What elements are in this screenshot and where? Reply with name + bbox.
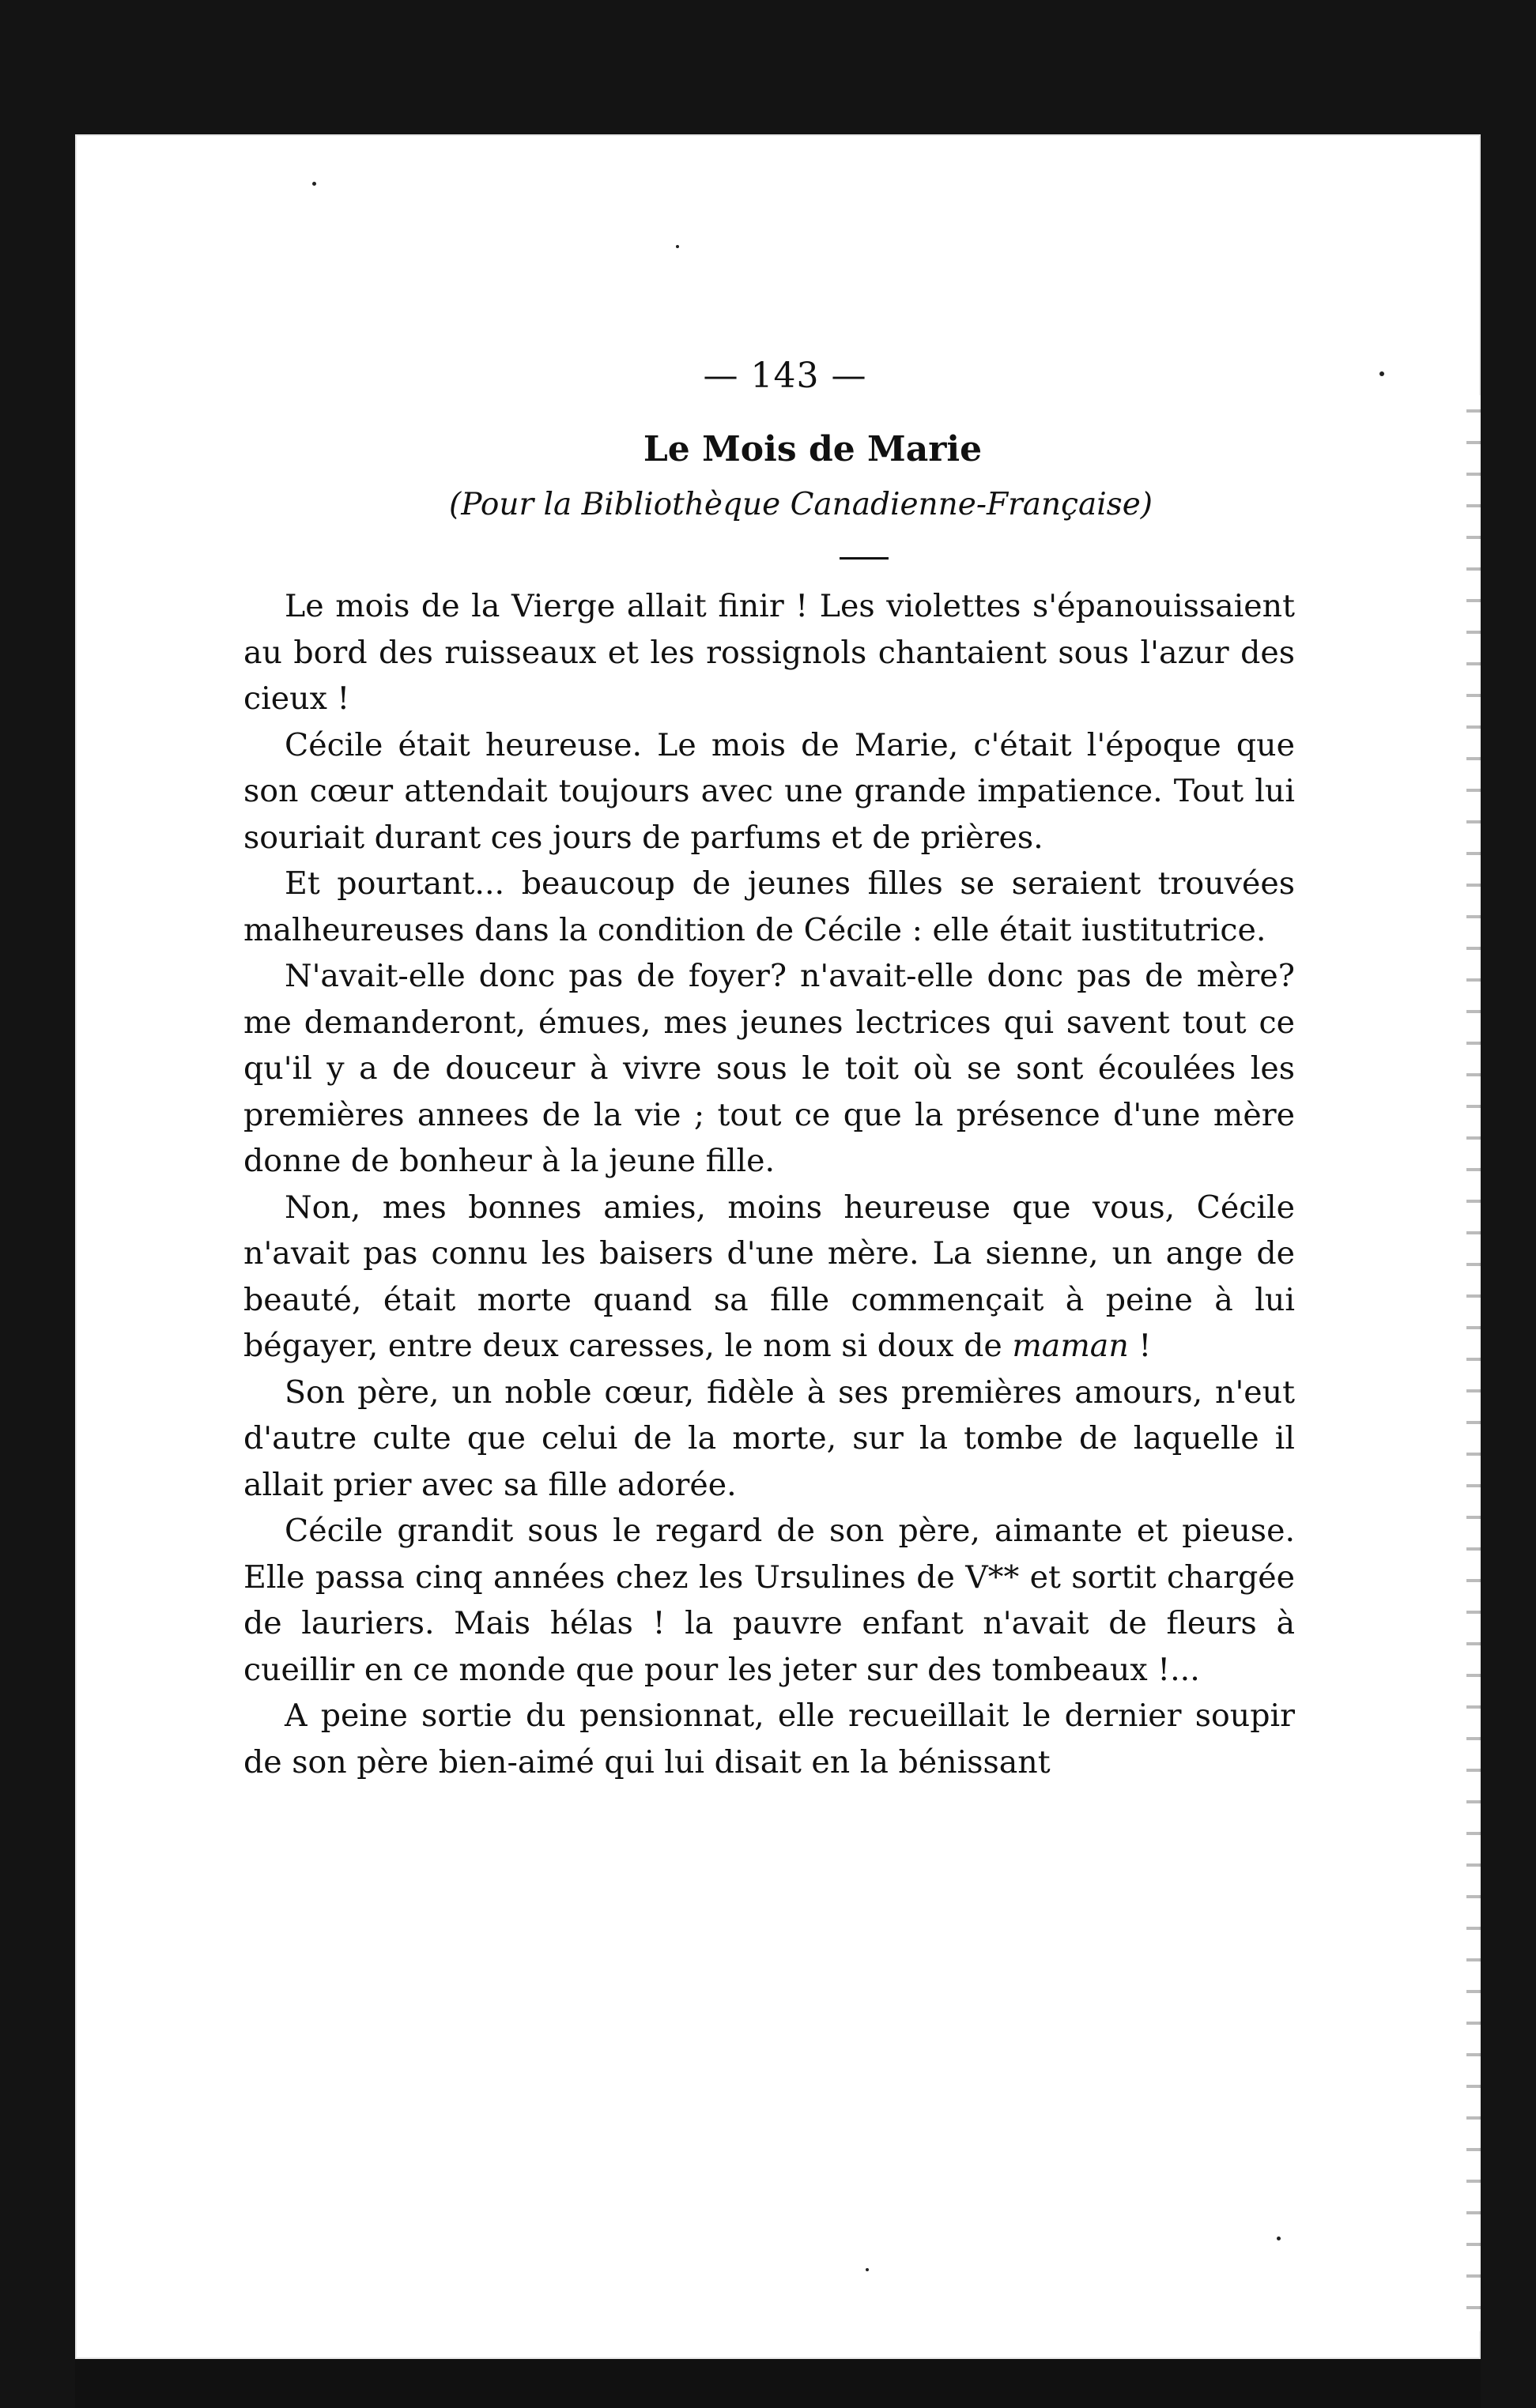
ink-speck — [312, 182, 316, 186]
article-subtitle: (Pour la Bibliothèque Canadienne-Française) — [448, 487, 1153, 522]
paragraph-5-ending: ! — [1128, 1328, 1152, 1364]
ink-speck — [866, 2268, 869, 2271]
paragraph-4: N'avait-elle donc pas de foyer? n'avait-elle donc pas de mère? me demanderont, émues, mes jeunes lectrices qui savent tout ce qu'il y a de douceur à vivre sous le toit où se sont écoulées les premières annees de la vie ; tout ce que la présence d'une mère donne de bonheur à la jeune fille. — [243, 958, 1295, 1179]
title-divider — [840, 557, 889, 560]
scan-bottom-border — [75, 2359, 1481, 2408]
paragraph-6: Son père, un noble cœur, fidèle à ses premières amours, n'eut d'autre culte que celui de la morte, sur la tombe de laquelle il allait prier avec sa fille adorée. — [243, 1374, 1295, 1503]
paragraph-1: Le mois de la Vierge allait finir ! Les violettes s'épanouissaient au bord des ruisseaux et les rossignols chantaient sous l'azur des cieux ! — [243, 588, 1295, 717]
paragraph-5 — [243, 1185, 1295, 1370]
ink-speck — [1379, 371, 1384, 376]
paragraph-7: Cécile grandit sous le regard de son père, aimante et pieuse. Elle passa cinq années chez les Ursulines de V** et sortit chargée de lauriers. Mais hélas ! la pauvre enfant n'avait de fleurs à cueillir en ce monde que pour les jeter sur des tombeaux !... — [243, 1513, 1295, 1688]
paragraph-8: A peine sortie du pensionnat, elle recueillait le dernier soupir de son père bien-aimé qui lui disait en la bénissant — [243, 1698, 1295, 1781]
page-edge-texture — [1466, 395, 1481, 2331]
page-text-block — [243, 356, 1295, 1785]
paragraph-5-text: Non, mes bonnes amies, moins heureuse que vous, Cécile n'avait pas connu les baisers d'une mère. La sienne, un ange de beauté, était morte quand sa fille commençait à peine à lui bégayer, entre deux caresses, le nom si doux de — [243, 1189, 1295, 1364]
book-page — [75, 134, 1481, 2359]
paragraph-3: Et pourtant... beaucoup de jeunes filles se seraient trouvées malheureuses dans la condition de Cécile : elle était iustitutrice. — [243, 865, 1295, 948]
ink-speck — [676, 245, 679, 248]
ink-speck — [1277, 2237, 1281, 2240]
emphasized-word: maman — [1012, 1328, 1129, 1364]
paragraph-2: Cécile était heureuse. Le mois de Marie, c'était l'époque que son cœur attendait toujours avec une grande impatience. Tout lui souriait durant ces jours de parfums et de prières. — [243, 726, 1295, 856]
page-number: — 143 — — [703, 356, 867, 396]
article-title: Le Mois de Marie — [643, 429, 983, 469]
